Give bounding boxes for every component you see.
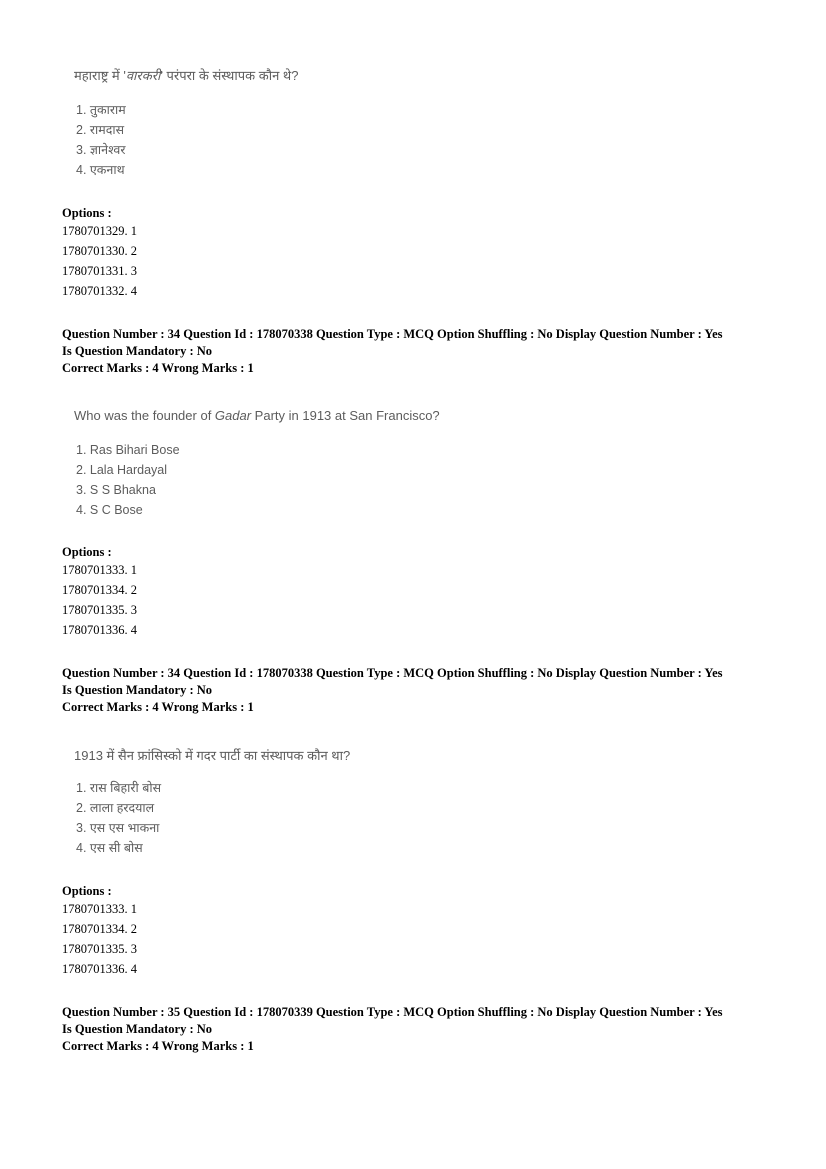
question-choices: [76, 100, 126, 180]
option-item: 1780701334. 2: [62, 583, 137, 597]
choice-item: 4. S C Bose: [76, 503, 143, 517]
question-emphasis: Gadar: [214, 408, 252, 423]
question-meta-line: Correct Marks : 4 Wrong Marks : 1: [62, 700, 254, 714]
choice-item: 2. Lala Hardayal: [76, 463, 168, 477]
option-item: 1780701335. 3: [62, 942, 137, 956]
question-choices: [76, 440, 180, 520]
question-text: Party in 1913 at San Francisco?: [251, 408, 440, 423]
options-list: [62, 560, 137, 640]
choice-item: 3. एस एस भाकना: [76, 821, 160, 835]
choice-item: 1. रास बिहारी बोस: [76, 781, 162, 795]
option-item: 1780701333. 1: [62, 902, 137, 916]
choice-item: 2. लाला हरदयाल: [76, 801, 155, 815]
options-list: [62, 221, 137, 301]
question-choices: [76, 778, 161, 858]
question-meta-line: Question Number : 35 Question Id : 178070339 Question Type : MCQ Option Shuffling : No Display Question Number : Yes: [62, 1005, 723, 1019]
choice-item: 4. एस सी बोस: [76, 841, 143, 855]
options-list: [62, 899, 137, 979]
question-meta: [62, 665, 723, 716]
option-item: 1780701331. 3: [62, 264, 137, 278]
question-text: 1913 में सैन फ्रांसिस्को में गदर पार्टी का संस्थापक कौन था?: [74, 748, 351, 763]
option-item: 1780701330. 2: [62, 244, 137, 258]
question-meta-line: Is Question Mandatory : No: [62, 683, 213, 697]
option-item: 1780701334. 2: [62, 922, 137, 936]
question-emphasis: वारकरी: [125, 68, 161, 83]
option-item: 1780701333. 1: [62, 563, 137, 577]
question-meta: [62, 1004, 723, 1055]
question-text: ' परंपरा के संस्थापक कौन थे?: [160, 68, 299, 83]
option-item: 1780701332. 4: [62, 284, 137, 298]
options-label: Options :: [62, 545, 112, 559]
option-item: 1780701336. 4: [62, 623, 137, 637]
choice-item: 1. तुकाराम: [76, 103, 126, 117]
choice-item: 3. S S Bhakna: [76, 483, 156, 497]
question-text: महाराष्ट्र में ': [74, 68, 126, 83]
question-image-text: [74, 408, 440, 423]
question-meta-line: Question Number : 34 Question Id : 178070338 Question Type : MCQ Option Shuffling : No Display Question Number : Yes: [62, 666, 723, 680]
question-meta-line: Question Number : 34 Question Id : 178070338 Question Type : MCQ Option Shuffling : No Display Question Number : Yes: [62, 327, 723, 341]
option-item: 1780701336. 4: [62, 962, 137, 976]
option-item: 1780701329. 1: [62, 224, 137, 238]
question-meta-line: Correct Marks : 4 Wrong Marks : 1: [62, 1039, 254, 1053]
question-image-text: [74, 746, 350, 764]
option-item: 1780701335. 3: [62, 603, 137, 617]
question-meta-line: Is Question Mandatory : No: [62, 1022, 213, 1036]
choice-item: 1. Ras Bihari Bose: [76, 443, 180, 457]
choice-item: 2. रामदास: [76, 123, 125, 137]
question-meta-line: Correct Marks : 4 Wrong Marks : 1: [62, 361, 254, 375]
question-meta-line: Is Question Mandatory : No: [62, 344, 213, 358]
question-text: Who was the founder of: [74, 408, 215, 423]
options-label: Options :: [62, 884, 112, 898]
choice-item: 3. ज्ञानेश्वर: [76, 143, 126, 157]
choice-item: 4. एकनाथ: [76, 163, 125, 177]
question-image-text: [74, 66, 298, 84]
question-meta: [62, 326, 723, 377]
options-label: Options :: [62, 206, 112, 220]
